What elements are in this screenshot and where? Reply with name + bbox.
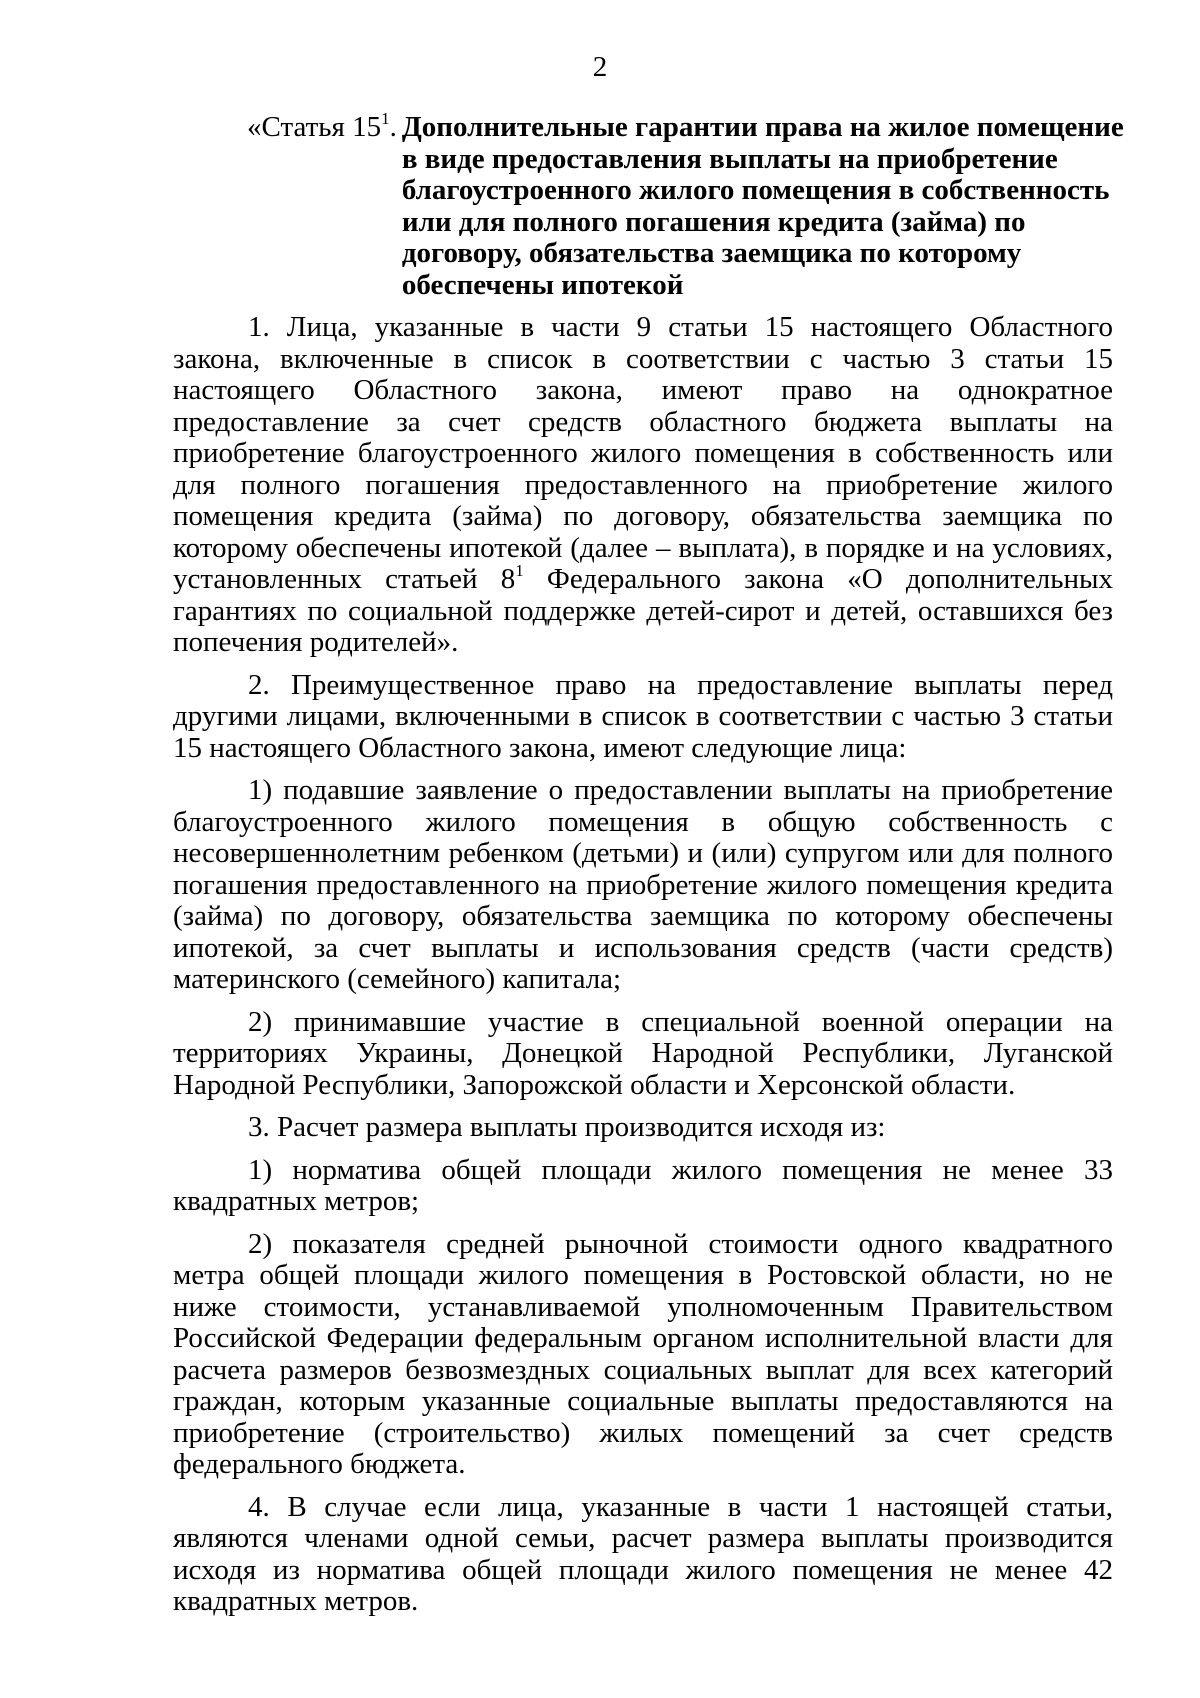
paragraph-1-text-a: 1. Лица, указанные в части 9 статьи 15 настоящего Областного закона, включенные в список в соответствии с частью 3 статьи 15 настоящего Областного закона, имеют право на однократное предоставление за счет средств областного бюджета выплаты на приобретение благоустроенного жилого помещения в собственность или для полного погашения предоставленного на приобретение жилого помещения кредита (займа) по договору, обязательства заемщика по которому обеспечены ипотекой (далее – выплата), в порядке и на условиях, установленных статьей 8 [173, 311, 1113, 595]
paragraph-3-item-1: 1) норматива общей площади жилого помещения не менее 33 квадратных метров; [173, 1153, 1113, 1217]
article-number [247, 109, 397, 144]
paragraph-1-superscript: 1 [515, 561, 524, 580]
paragraph-2: 2. Преимущественное право на предоставление выплаты перед другими лицами, включенными в список в соответствии с частью 3 статьи 15 настоящего Областного закона, имеют следующие лица: [173, 668, 1113, 764]
paragraph-2-item-2: 2) принимавшие участие в специальной военной операции на территориях Украины, Донецкой Народной Республики, Луганской Народной Республики, Запорожской области и Херсонской области. [173, 1005, 1113, 1101]
page-number: 2 [592, 51, 608, 83]
article-body [173, 312, 1113, 1629]
paragraph-3-item-2: 2) показателя средней рыночной стоимости одного квадратного метра общей площади жилого помещения в Ростовской области, но не ниже стоимости, устанавливаемой уполномоченным Правительством Российской Федерации федеральным органом исполнительной власти для расчета размеров безвозмездных социальных выплат для всех категорий граждан, которым указанные социальные выплаты предоставляются на приобретение (строительство) жилых помещений за счет средств федерального бюджета. [173, 1227, 1113, 1480]
paragraph-2-item-1: 1) подавшие заявление о предоставлении выплаты на приобретение благоустроенного жилого помещения в общую собственность с несовершеннолетним ребенком (детьми) и (или) супругом или для полного погашения предоставленного на приобретение жилого помещения кредита (займа) по договору, обязательства заемщика по которому обеспечены ипотекой, за счет выплаты и использования средств (части средств) материнского (семейного) капитала; [173, 774, 1113, 995]
article-title: Дополнительные гарантии права на жилое помещение в виде предоставления выплаты на приобретение благоустроенного жилого помещения в собственность или для полного погашения кредита (займа) по договору, обязательства заемщика по которому обеспечены ипотекой [401, 112, 1124, 301]
article-number-text: «Статья 15 [247, 111, 382, 143]
paragraph-1 [173, 312, 1113, 659]
paragraph-3: 3. Расчет размера выплаты производится исходя из: [248, 1111, 886, 1143]
paragraph-4: 4. В случае если лица, указанные в части 1 настоящей статьи, являются членами одной семьи, расчет размера выплаты производится исходя из норматива общей площади жилого помещения не менее 42 квадратных метров. [173, 1490, 1113, 1617]
article-number-superscript: 1 [381, 109, 390, 128]
article-number-dot: . [389, 111, 397, 143]
paragraph-1-text-b: Федерального закона «О дополнительных гарантиях по социальной поддержке детей-сирот и детей, оставшихся без попечения родителей». [173, 563, 1113, 658]
article-heading [247, 109, 1127, 301]
